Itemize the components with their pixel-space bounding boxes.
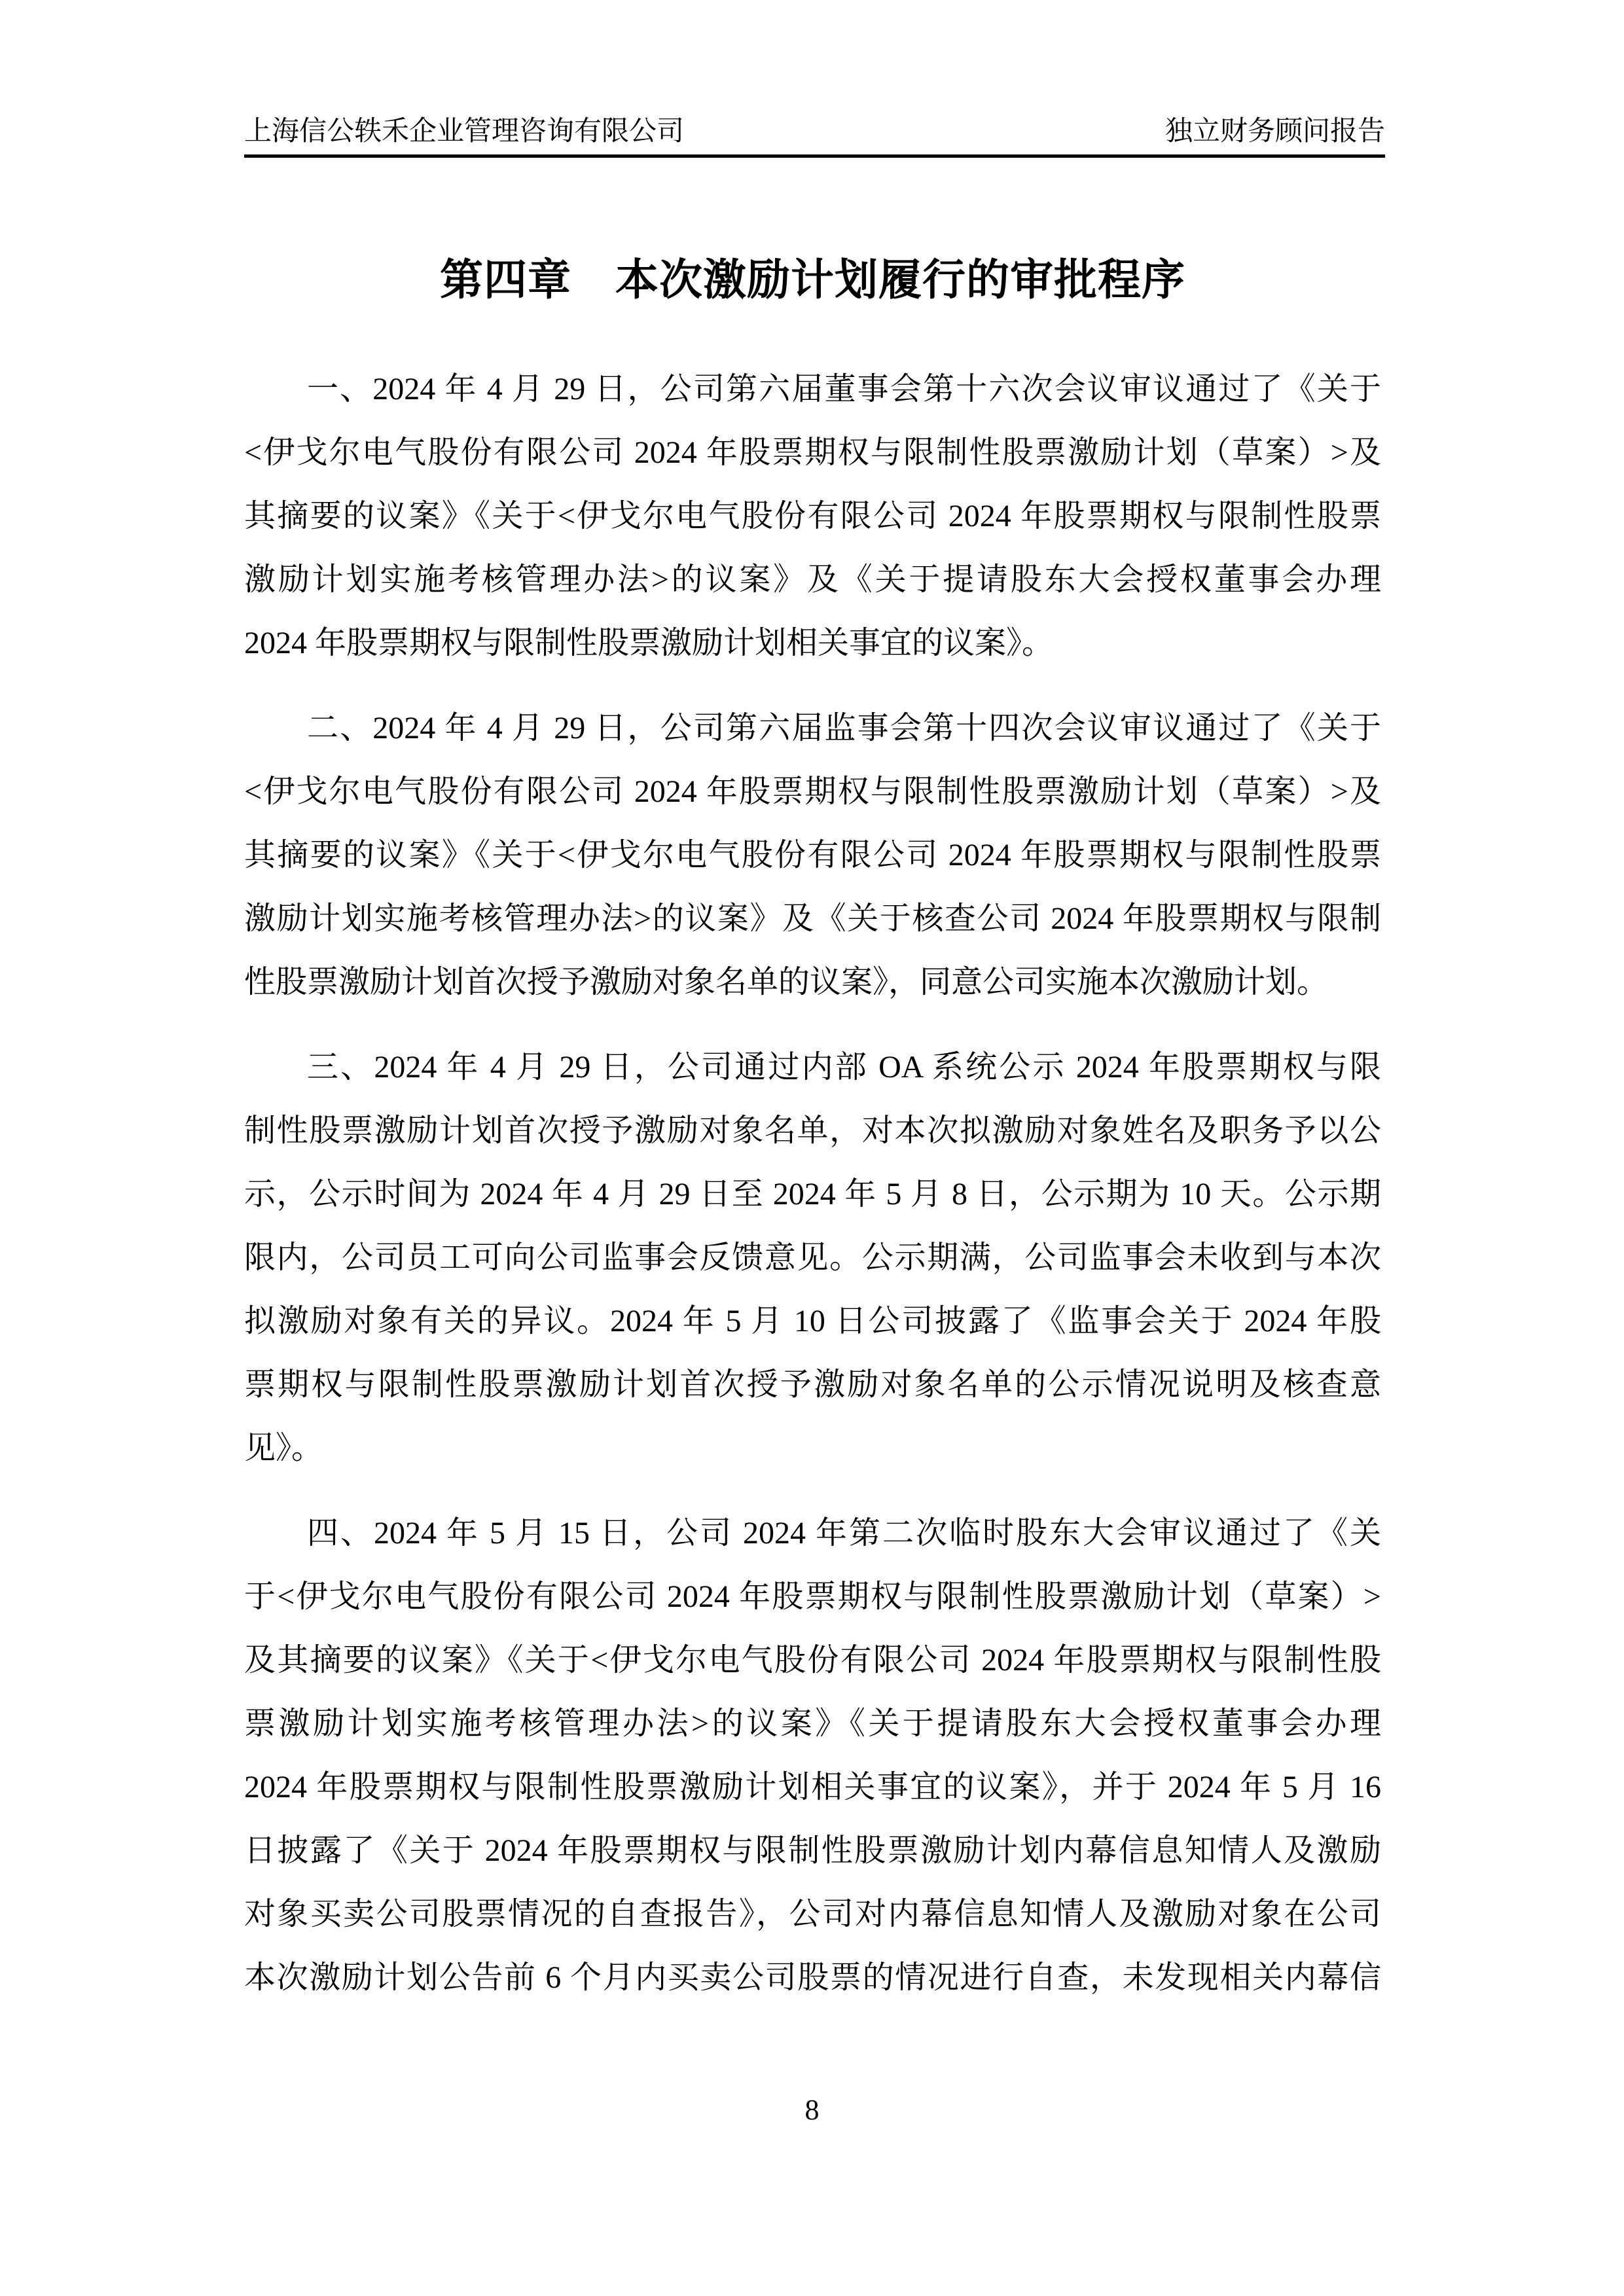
body-line: 四、2024 年 5 月 15 日，公司 2024 年第二次临时股东大会审议通过了《关: [307, 1516, 1381, 1551]
document-content: [244, 259, 1381, 2009]
body-line: 拟激励对象有关的异议。2024 年 5 月 10 日公司披露了《监事会关于 2024 年股: [244, 1304, 1381, 1338]
page-title: 第四章 本次激励计划履行的审批程序: [440, 257, 1185, 304]
body-line: 示，公示时间为 2024 年 4 月 29 日至 2024 年 5 月 8 日，公示期为 10 天。公示期: [244, 1177, 1381, 1211]
body-line: 制性股票激励计划首次授予激励对象名单，对本次拟激励对象姓名及职务予以公: [244, 1113, 1381, 1148]
body-line: 性股票激励计划首次授予激励对象名单的议案》，同意公司实施本次激励计划。: [244, 965, 1329, 999]
body-line: 2024 年股票期权与限制性股票激励计划相关事宜的议案》，并于 2024 年 5 月 16: [244, 1770, 1381, 1804]
body-line: <伊戈尔电气股份有限公司 2024 年股票期权与限制性股票激励计划（草案）>及: [244, 435, 1381, 470]
header-left-text: 上海信公轶禾企业管理咨询有限公司: [244, 117, 685, 147]
body-line: 票期权与限制性股票激励计划首次授予激励对象名单的公示情况说明及核查意: [244, 1367, 1381, 1402]
header-right-text: 独立财务顾问报告: [1164, 117, 1385, 147]
body-line: 限内，公司员工可向公司监事会反馈意见。公示期满，公司监事会未收到与本次: [244, 1240, 1381, 1275]
document-body: [244, 357, 1381, 2009]
body-line: 其摘要的议案》《关于<伊戈尔电气股份有限公司 2024 年股票期权与限制性股票: [244, 499, 1381, 533]
body-line: 于<伊戈尔电气股份有限公司 2024 年股票期权与限制性股票激励计划（草案）>: [244, 1579, 1381, 1614]
body-line: 三、2024 年 4 月 29 日，公司通过内部 OA 系统公示 2024 年股票期权与限: [307, 1050, 1381, 1085]
body-line: 2024 年股票期权与限制性股票激励计划相关事宜的议案》。: [244, 626, 1054, 660]
page-number: 8: [804, 2094, 820, 2126]
body-line: 见》。: [244, 1431, 323, 1465]
body-line: 票激励计划实施考核管理办法>的议案》《关于提请股东大会授权董事会办理: [244, 1706, 1381, 1741]
body-line: 对象买卖公司股票情况的自查报告》，公司对内幕信息知情人及激励对象在公司: [244, 1897, 1381, 1931]
paragraph: [244, 1501, 1381, 2009]
body-line: 二、2024 年 4 月 29 日，公司第六届监事会第十四次会议审议通过了《关于: [307, 711, 1381, 745]
body-line: 本次激励计划公告前 6 个月内买卖公司股票的情况进行自查，未发现相关内幕信: [244, 1960, 1381, 1995]
body-line: 其摘要的议案》《关于<伊戈尔电气股份有限公司 2024 年股票期权与限制性股票: [244, 838, 1381, 872]
body-line: 一、2024 年 4 月 29 日，公司第六届董事会第十六次会议审议通过了《关于: [307, 372, 1381, 406]
paragraph: [244, 1035, 1381, 1480]
page-header: [244, 117, 1385, 158]
body-line: 日披露了《关于 2024 年股票期权与限制性股票激励计划内幕信息知情人及激励: [244, 1833, 1381, 1868]
body-line: 激励计划实施考核管理办法>的议案》及《关于核查公司 2024 年股票期权与限制: [244, 901, 1381, 936]
body-line: <伊戈尔电气股份有限公司 2024 年股票期权与限制性股票激励计划（草案）>及: [244, 774, 1381, 809]
body-line: 及其摘要的议案》《关于<伊戈尔电气股份有限公司 2024 年股票期权与限制性股: [244, 1643, 1381, 1677]
paragraph: [244, 696, 1381, 1014]
body-line: 激励计划实施考核管理办法>的议案》及《关于提请股东大会授权董事会办理: [244, 562, 1381, 597]
paragraph: [244, 357, 1381, 675]
